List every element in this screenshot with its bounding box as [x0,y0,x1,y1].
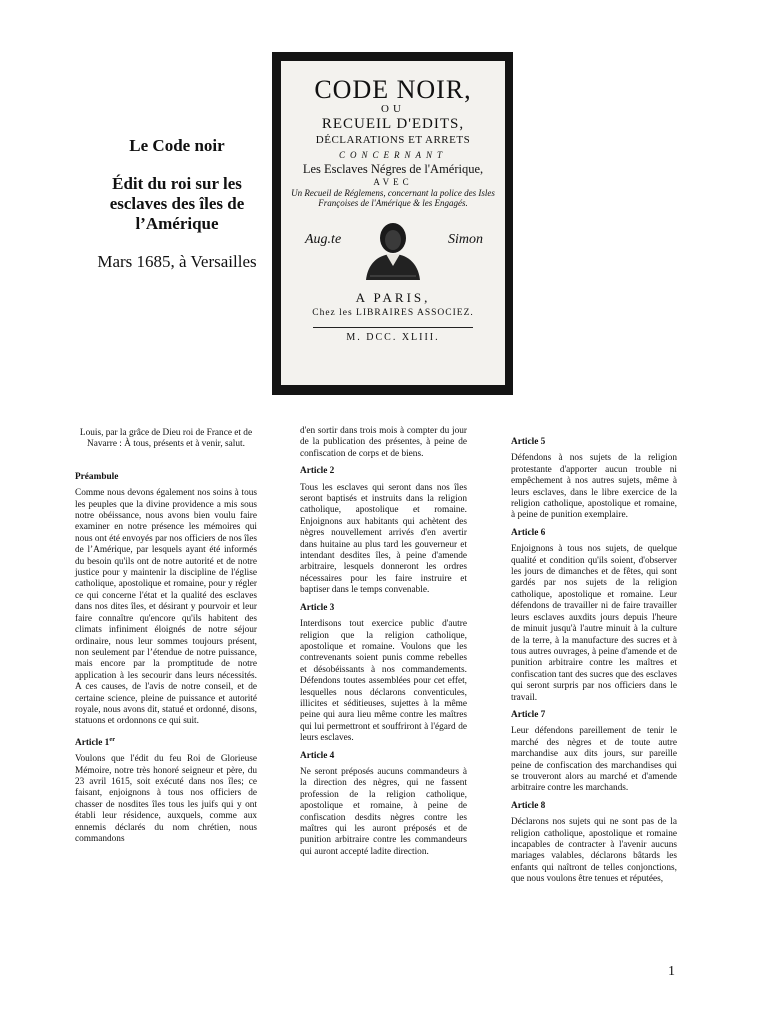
cover-declarations: DÉCLARATIONS ET ARRETS [315,134,471,146]
portrait-engraving-icon [358,218,428,280]
text-column-1 [75,428,257,852]
article-2-heading: Article 2 [300,466,335,477]
article-8-heading: Article 8 [511,800,546,811]
article-4-text: Ne seront préposés aucuns commandeurs à la direction des nègres, qui ne fassent profession de la religion catholique, apostolique et romaine, à peine de confiscation desdits nègres contre les maîtres qui les auront préposés et de punition arbitraire contre les commandeurs qui auront accepté ladite direction. [300,766,467,857]
preambule-text: Comme nous devons également nos soins à tous les peuples que la divine providence a mis sous notre obéissance, nous avons bien voulu faire examiner en notre présence les mémoires qui nous ont été envoyés par nos officiers de nos îles de l’Amérique, par lesquels ayant été informés du besoin qu'ils ont de notre autorité et de notre justice pour y maintenir la discipline de l'église catholique, apostolique et romaine, pour y régler ce qui concerne l'état et la qualité des esclaves dans nos dites îles, et désirant y pourvoir et leur faire connaître qu'encore qu'ils habitent des climats infiniment éloignés de notre séjour ordinaire, nous leur sommes toujours présent, non seulement par l’étendue de notre puissance, mais encore par la promptitude de notre application à les secourir dans leurs nécessités. A ces causes, de l'avis de notre conseil, et de certaine science, pleine de puissance et autorité royale, nous avons dit, statué et ordonné, disons, statuons et ordonnons ce qui suit. [75,488,257,727]
cover-recueil-reglemens: Un Recueil de Réglemens, concernant la police des Isles Françoises de l'Amérique & les Engagés. [291,188,495,208]
page-number: 1 [668,964,675,979]
article-5-heading: Article 5 [511,437,546,447]
cover-recueil: RECUEIL D'EDITS, [321,116,465,132]
cover-title: CODE NOIR, [314,75,472,104]
cover-paris: A PARIS, [355,290,431,305]
article-8-text: Déclarons nos sujets qui ne sont pas de la religion catholique, apostolique et romaine incapables de contracter à l'avenir aucuns mariages valables, déclarons bâtards les enfants qui naîtront de telles conjonctions, que nous voulons être tenues et réputées, [511,817,677,885]
article-4-heading: Article 4 [300,750,335,761]
document-title: Le Code noir [129,136,225,155]
cover-esclaves: Les Esclaves Négres de l'Amérique, [302,162,484,176]
salutation: Louis, par la grâce de Dieu roi de France et de Navarre : À tous, présents et à venir, salut. [79,428,253,450]
cover-portrait [281,218,505,280]
cover-publisher: Chez les LIBRAIRES ASSOCIEZ. [312,308,474,318]
article-6-text: Enjoignons à tous nos sujets, de quelque qualité et condition qu'ils soient, d'observer les jours de dimanches et de fêtes, qui sont gardés par nos sujets de la religion catholique, apostolique et romaine. Leur défendons de travailler ni de faire travailler leurs esclaves auxdits jours depuis l'heure de minuit jusqu'à l'autre minuit à la culture de la terre, à la manufacture des sucres et à tous autres ouvrages, à peine d'amende et de punition arbitraire contre les maîtres et confiscation tant des sucres que des esclaves qui seront surpris par nos officiers dans le travail. [511,544,677,703]
document-subtitle: Édit du roi sur les esclaves des îles de l’Amérique [109,174,245,233]
article-1-text: Voulons que l'édit du feu Roi de Glorieuse Mémoire, notre très honoré seigneur et père, du 23 avril 1615, soit exécuté dans nos îles; ce faisant, enjoignons à tous nos officiers de chasser de nosdites îles tous les juifs qui y ont établi leur résidence, auxquels, comme aux ennemis déclarés du nom chrétien, nous commandons [75,754,257,845]
article-6-heading: Article 6 [511,527,546,538]
document-date-place: Mars 1685, à Versailles [97,252,257,271]
article-5-text: Défendons à nos sujets de la religion protestante d'apporter aucun trouble ni empêchement à nos autres sujets, même à leurs esclaves, dans le libre exercice de la religion catholique, apostolique et romaine, à peine de punition exemplaire. [511,453,677,521]
cover-concernant: CONCERNANT [338,150,447,160]
article-1-continued: d'en sortir dans trois mois à compter du jour de la publication des présentes, à peine de confiscation de corps et de biens. [300,426,467,459]
cover-signature-left: Aug.te [305,232,342,247]
book-cover-image [272,52,513,395]
document-title-block [84,136,270,272]
cover-date: M. DCC. XLIII. [346,332,440,343]
article-3-text: Interdisons tout exercice public d'autre religion que la religion catholique, apostolique et romaine. Voulons que les contrevenants soient punis comme rebelles et désobéissants à nos commandements. Défendons toutes assemblées pour cet effet, lesquelles nous déclarons conventicules, illicites et séditieuses, sujettes à la même peine qui aura lieu même contre les maîtres qui lui permettront et souffriront à l'égard de leurs esclaves. [300,619,467,744]
preambule-heading: Préambule [75,471,119,482]
article-7-text: Leur défendons pareillement de tenir le marché des nègres et de toute autre marchandise aux dits jours, sur pareille peine de confiscation des marchandises qui se trouveront alors au marché et d'amende arbitraire contre les marchands. [511,726,677,794]
cover-ou: OU [381,103,405,115]
article-7-heading: Article 7 [511,709,546,720]
text-column-2 [300,426,467,864]
book-cover-page [281,61,505,385]
cover-divider [313,327,473,328]
article-2-text: Tous les esclaves qui seront dans nos îles seront baptisés et instruits dans la religion catholique, apostolique et romaine. Enjoignons aux habitants qui achètent des nègres nouvellement arrivés d'en avertir dans huitaine au plus tard les gouverneur et intendant desdites îles, à peine d'amende arbitraire, lesquels donneront les ordres nécessaires pour les faire instruire et baptiser dans le temps convenable. [300,482,467,596]
article-1-heading: Article 1er [75,735,116,748]
article-3-heading: Article 3 [300,602,335,613]
text-column-3 [511,433,677,892]
cover-signature-right: Simon [448,232,483,247]
cover-avec: AVEC [373,177,413,187]
